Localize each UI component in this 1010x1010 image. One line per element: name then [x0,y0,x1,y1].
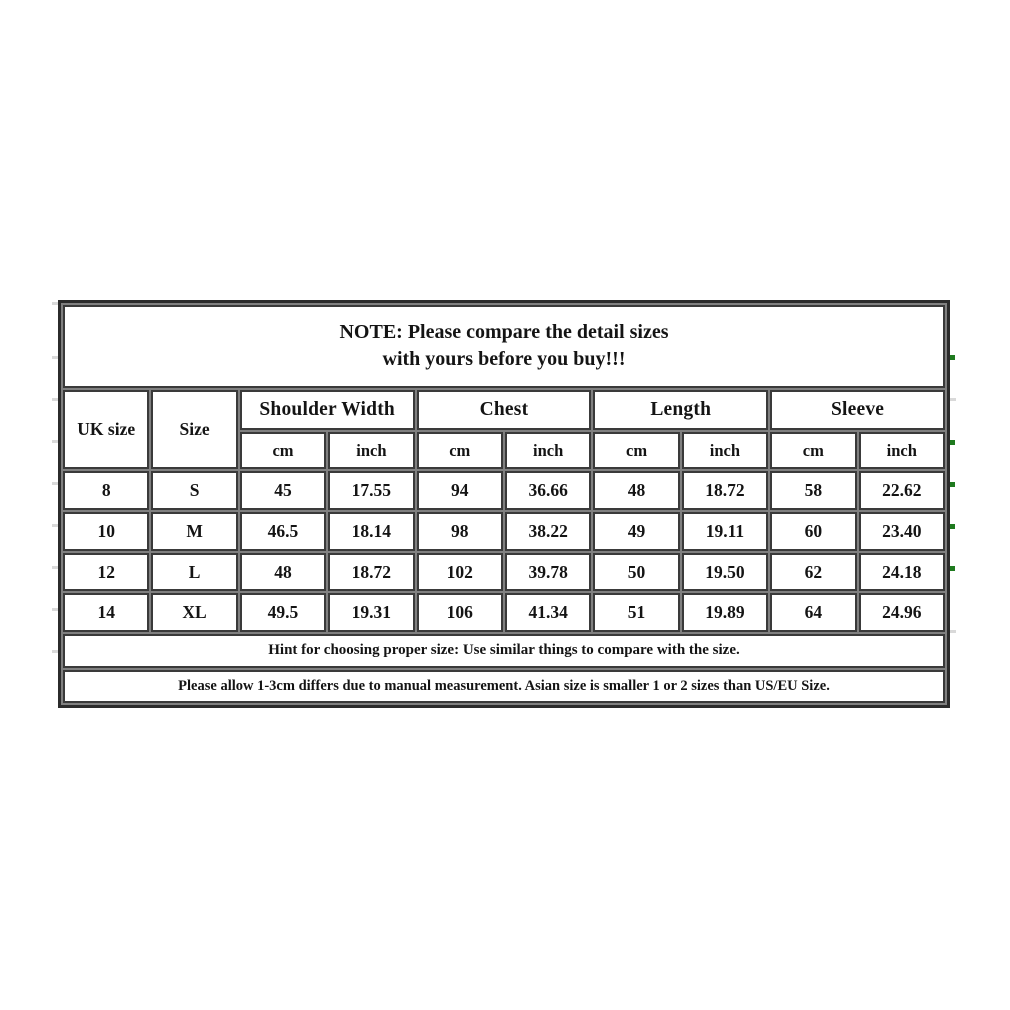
cell-chest-inch: 39.78 [505,553,591,592]
cell-sleeve-cm: 62 [770,553,856,592]
right-edge-tick-marks [950,300,956,708]
cell-sleeve-inch: 23.40 [859,512,945,551]
cell-chest-inch: 41.34 [505,593,591,632]
cell-size: L [151,553,237,592]
cell-size: S [151,471,237,510]
header-group-chest: Chest [417,390,592,430]
cell-length-cm: 51 [593,593,679,632]
note-header-cell [63,305,945,388]
cell-uk-size: 10 [63,512,149,551]
header-uk-size: UK size [63,390,149,469]
cell-length-cm: 49 [593,512,679,551]
cell-uk-size: 8 [63,471,149,510]
cell-uk-size: 14 [63,593,149,632]
note-line-2: with yours before you buy!!! [382,348,626,371]
cell-sleeve-cm: 58 [770,471,856,510]
cell-shoulder-inch: 19.31 [328,593,414,632]
cell-chest-cm: 102 [417,553,503,592]
note-line-1: NOTE: Please compare the detail sizes [339,321,669,344]
cell-shoulder-cm: 45 [240,471,326,510]
header-unit-shoulder-cm: cm [240,432,326,469]
header-size: Size [151,390,237,469]
cell-sleeve-inch: 22.62 [859,471,945,510]
cell-size: XL [151,593,237,632]
table-row [63,553,945,592]
cell-shoulder-cm: 48 [240,553,326,592]
table-row [63,593,945,632]
cell-shoulder-inch: 18.14 [328,512,414,551]
cell-length-cm: 50 [593,553,679,592]
header-unit-length-cm: cm [593,432,679,469]
header-group-sleeve: Sleeve [770,390,945,430]
header-unit-chest-cm: cm [417,432,503,469]
size-chart-container [58,300,950,708]
cell-length-cm: 48 [593,471,679,510]
table-row [63,471,945,510]
note-row [63,305,945,388]
header-group-shoulder-width: Shoulder Width [240,390,415,430]
cell-sleeve-inch: 24.18 [859,553,945,592]
cell-chest-inch: 38.22 [505,512,591,551]
header-group-length: Length [593,390,768,430]
cell-shoulder-inch: 18.72 [328,553,414,592]
cell-chest-cm: 106 [417,593,503,632]
cell-chest-cm: 98 [417,512,503,551]
table-row [63,512,945,551]
hint-text: Hint for choosing proper size: Use similar things to compare with the size. [63,634,945,667]
header-unit-sleeve-inch: inch [859,432,945,469]
group-header-row [63,390,945,430]
header-unit-sleeve-cm: cm [770,432,856,469]
cell-chest-cm: 94 [417,471,503,510]
cell-length-inch: 19.89 [682,593,768,632]
allowance-text: Please allow 1-3cm differs due to manual measurement. Asian size is smaller 1 or 2 sizes than US/EU Size. [63,670,945,703]
cell-length-inch: 19.50 [682,553,768,592]
cell-sleeve-cm: 60 [770,512,856,551]
cell-length-inch: 18.72 [682,471,768,510]
cell-uk-size: 12 [63,553,149,592]
cell-shoulder-cm: 49.5 [240,593,326,632]
cell-shoulder-inch: 17.55 [328,471,414,510]
cell-sleeve-cm: 64 [770,593,856,632]
cell-shoulder-cm: 46.5 [240,512,326,551]
cell-sleeve-inch: 24.96 [859,593,945,632]
allowance-row [63,670,945,703]
size-chart-table [58,300,950,708]
cell-length-inch: 19.11 [682,512,768,551]
hint-row [63,634,945,667]
header-unit-shoulder-inch: inch [328,432,414,469]
cell-chest-inch: 36.66 [505,471,591,510]
header-unit-length-inch: inch [682,432,768,469]
header-unit-chest-inch: inch [505,432,591,469]
cell-size: M [151,512,237,551]
